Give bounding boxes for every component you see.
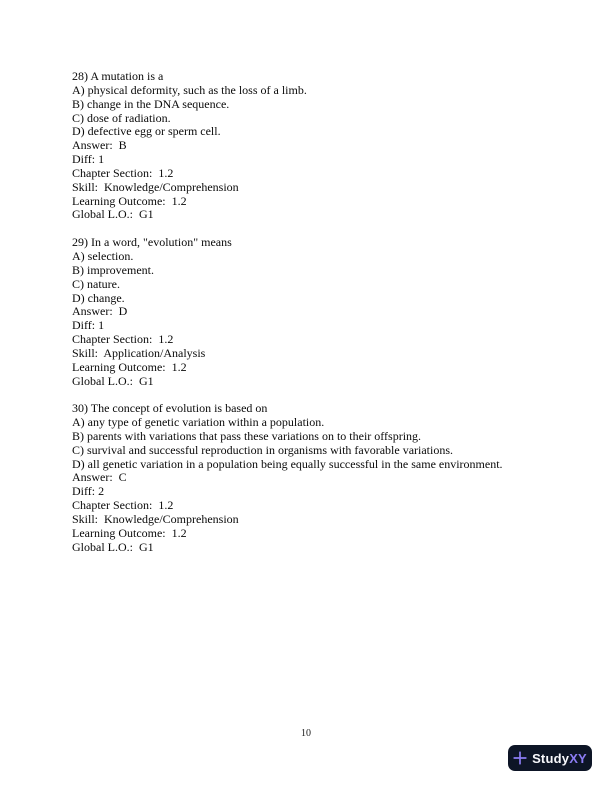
choice-c: C) survival and successful reproduction in organisms with favorable variations.	[72, 442, 454, 457]
diff-line: Diff: 1	[72, 152, 105, 167]
studyxy-logo	[508, 745, 592, 771]
learning-outcome-line: Learning Outcome: 1.2	[72, 359, 187, 374]
answer-line: Answer: D	[72, 304, 128, 319]
brand-wordmark	[532, 751, 587, 766]
diff-line: Diff: 1	[72, 318, 105, 333]
page-content	[72, 70, 503, 555]
choice-c: C) dose of radiation.	[72, 110, 171, 125]
question-stem: 29) In a word, "evolution" means	[72, 235, 232, 250]
brand-xy: XY	[569, 750, 587, 766]
question-30	[72, 402, 503, 554]
question-stem: 28) A mutation is a	[72, 69, 164, 83]
question-stem: 30) The concept of evolution is based on	[72, 401, 268, 416]
question-28	[72, 70, 503, 222]
global-lo-line: Global L.O.: G1	[72, 207, 154, 222]
answer-line: Answer: C	[72, 470, 127, 485]
choice-b: B) change in the DNA sequence.	[72, 96, 230, 111]
choice-c: C) nature.	[72, 276, 120, 291]
choice-d: D) change.	[72, 290, 125, 305]
skill-line: Skill: Knowledge/Comprehension	[72, 512, 239, 526]
chapter-section-line: Chapter Section: 1.2	[72, 498, 174, 513]
choice-a: A) physical deformity, such as the loss of a limb.	[72, 82, 307, 97]
global-lo-line: Global L.O.: G1	[72, 373, 154, 388]
learning-outcome-line: Learning Outcome: 1.2	[72, 193, 187, 208]
skill-line: Skill: Knowledge/Comprehension	[72, 179, 239, 194]
question-29	[72, 236, 503, 388]
page-number: 10	[301, 728, 311, 739]
choice-b: B) improvement.	[72, 262, 154, 277]
choice-d: D) defective egg or sperm cell.	[72, 124, 221, 139]
chapter-section-line: Chapter Section: 1.2	[72, 332, 174, 347]
chapter-section-line: Chapter Section: 1.2	[72, 165, 174, 180]
choice-a: A) any type of genetic variation within a population.	[72, 415, 325, 430]
brand-study: Study	[532, 750, 570, 766]
choice-b: B) parents with variations that pass these variations on to their offspring.	[72, 428, 422, 443]
diff-line: Diff: 2	[72, 484, 105, 499]
plus-icon	[513, 751, 527, 765]
choice-d: D) all genetic variation in a population being equally successful in the same environment.	[72, 456, 503, 471]
learning-outcome-line: Learning Outcome: 1.2	[72, 525, 187, 540]
answer-line: Answer: B	[72, 138, 127, 153]
choice-a: A) selection.	[72, 248, 134, 263]
skill-line: Skill: Application/Analysis	[72, 345, 206, 360]
global-lo-line: Global L.O.: G1	[72, 539, 154, 554]
